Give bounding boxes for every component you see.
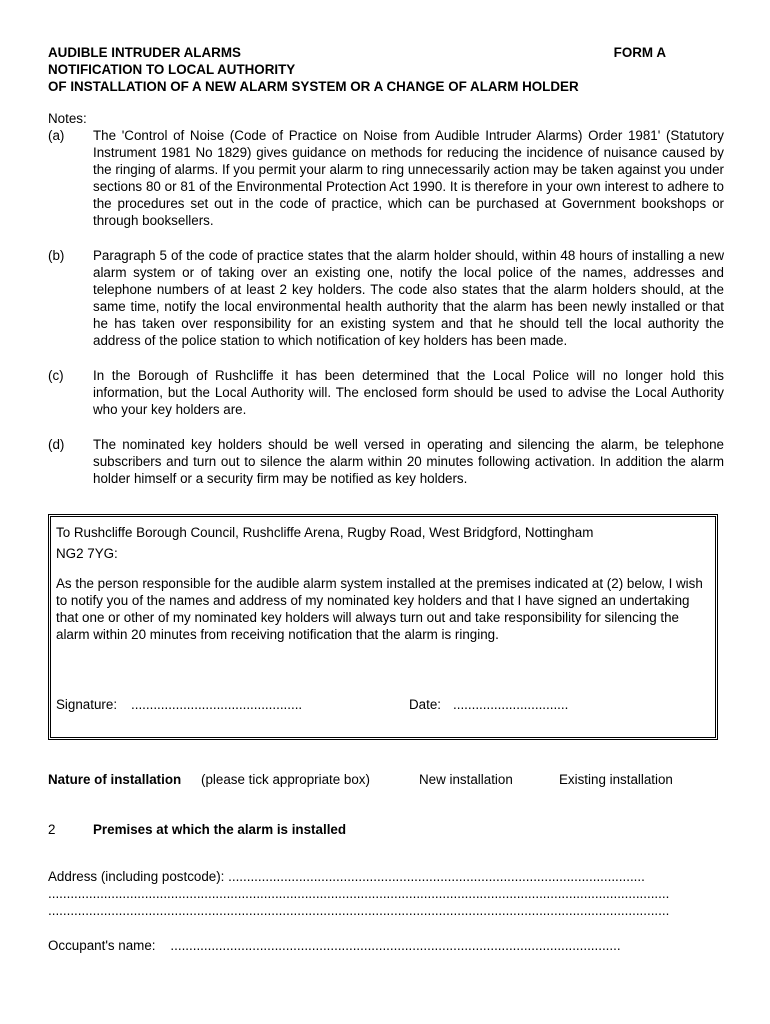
note-d [48, 436, 724, 487]
note-label: (b) [48, 248, 65, 263]
address-field-line-3[interactable]: ....................................................................................................................................................................... [48, 903, 670, 918]
note-text: The 'Control of Noise (Code of Practice on Noise from Audible Intruder Alarms) Order 1981' (Statutory Instrument 1981 No 1829) gives guidance on methods for reducing the incidence of nuisance caused by the ringing of alarms. If you permit your alarm to ring unnecessarily action may be taken against you under sections 80 or 81 of the Environmental Protection Act 1990. It is therefore in your own interest to adhere to the procedures set out in the code of practice, which can be purchased at Government bookshops or through booksellers. [93, 128, 724, 228]
note-text: The nominated key holders should be well versed in operating and silencing the alarm, be telephone subscribers and turn out to silence the alarm within 20 minutes following activation. In addition the alarm holder himself or a security firm may be notified as key holders. [93, 437, 724, 486]
section-number: 2 [48, 822, 56, 837]
note-a [48, 127, 724, 229]
notes-title: Notes: [48, 111, 87, 126]
address-field-line-2[interactable]: ....................................................................................................................................................................... [48, 886, 670, 901]
address-field-line-1[interactable]: ................................................................................................................ [228, 869, 645, 884]
note-label: (c) [48, 368, 64, 383]
existing-installation-option[interactable]: Existing installation [559, 772, 673, 787]
form-label: FORM A [613, 45, 666, 60]
address-block [48, 868, 724, 919]
note-label: (d) [48, 437, 65, 452]
nature-hint: (please tick appropriate box) [201, 772, 370, 787]
note-text: In the Borough of Rushcliffe it has been determined that the Local Police will no longer hold this information, but the Local Authority will. The enclosed form should be used to advise the Local Authority who your key holders are. [93, 368, 724, 417]
occupant-row [48, 937, 724, 954]
nature-label: Nature of installation [48, 772, 182, 787]
address-label: Address (including postcode): [48, 869, 225, 884]
header-subtitle-2: OF INSTALLATION OF A NEW ALARM SYSTEM OR A CHANGE OF ALARM HOLDER [48, 79, 579, 94]
nature-of-installation-row [48, 772, 724, 792]
note-label: (a) [48, 128, 65, 143]
declaration-text: As the person responsible for the audible alarm system installed at the premises indicated at (2) below, I wish to notify you of the names and address of my nominated key holders and that I have signed an undertaking that one or other of my nominated key holders will always turn out and take responsibility for silencing the alarm within 20 minutes from receiving notification that the alarm is ringing. [56, 576, 703, 642]
section-title: Premises at which the alarm is installed [93, 822, 347, 837]
note-b [48, 247, 724, 349]
signature-label: Signature: [56, 697, 118, 712]
date-label: Date: [409, 697, 442, 712]
council-address-line-1: To Rushcliffe Borough Council, Rushcliffe Arena, Rugby Road, West Bridgford, Nottingham [56, 525, 594, 540]
section-2-heading [48, 822, 724, 842]
signature-field[interactable]: .............................................. [131, 697, 303, 712]
council-address-line-2: NG2 7YG: [56, 546, 118, 561]
note-text: Paragraph 5 of the code of practice states that the alarm holder should, within 48 hours of installing a new alarm system or of taking over an existing one, notify the local police of the names, addresses and telephone numbers of at least 2 key holders. The code also states that the alarm holders should, at the same time, notify the local environmental health authority that the alarm has been newly installed or that he has taken over responsibility for an existing system and that he should tell the local authority the address of the police station to which notification of key holders has been made. [93, 248, 724, 348]
header-title: AUDIBLE INTRUDER ALARMS [48, 45, 241, 60]
form-header [48, 44, 724, 95]
date-field[interactable]: ............................... [453, 697, 569, 712]
new-installation-option[interactable]: New installation [419, 772, 513, 787]
declaration-box [48, 514, 718, 740]
form-page [48, 44, 724, 954]
occupant-label: Occupant's name: [48, 938, 156, 953]
occupant-name-field[interactable]: ......................................................................................................................... [170, 938, 621, 953]
header-subtitle: NOTIFICATION TO LOCAL AUTHORITY [48, 62, 296, 77]
note-c [48, 367, 724, 418]
